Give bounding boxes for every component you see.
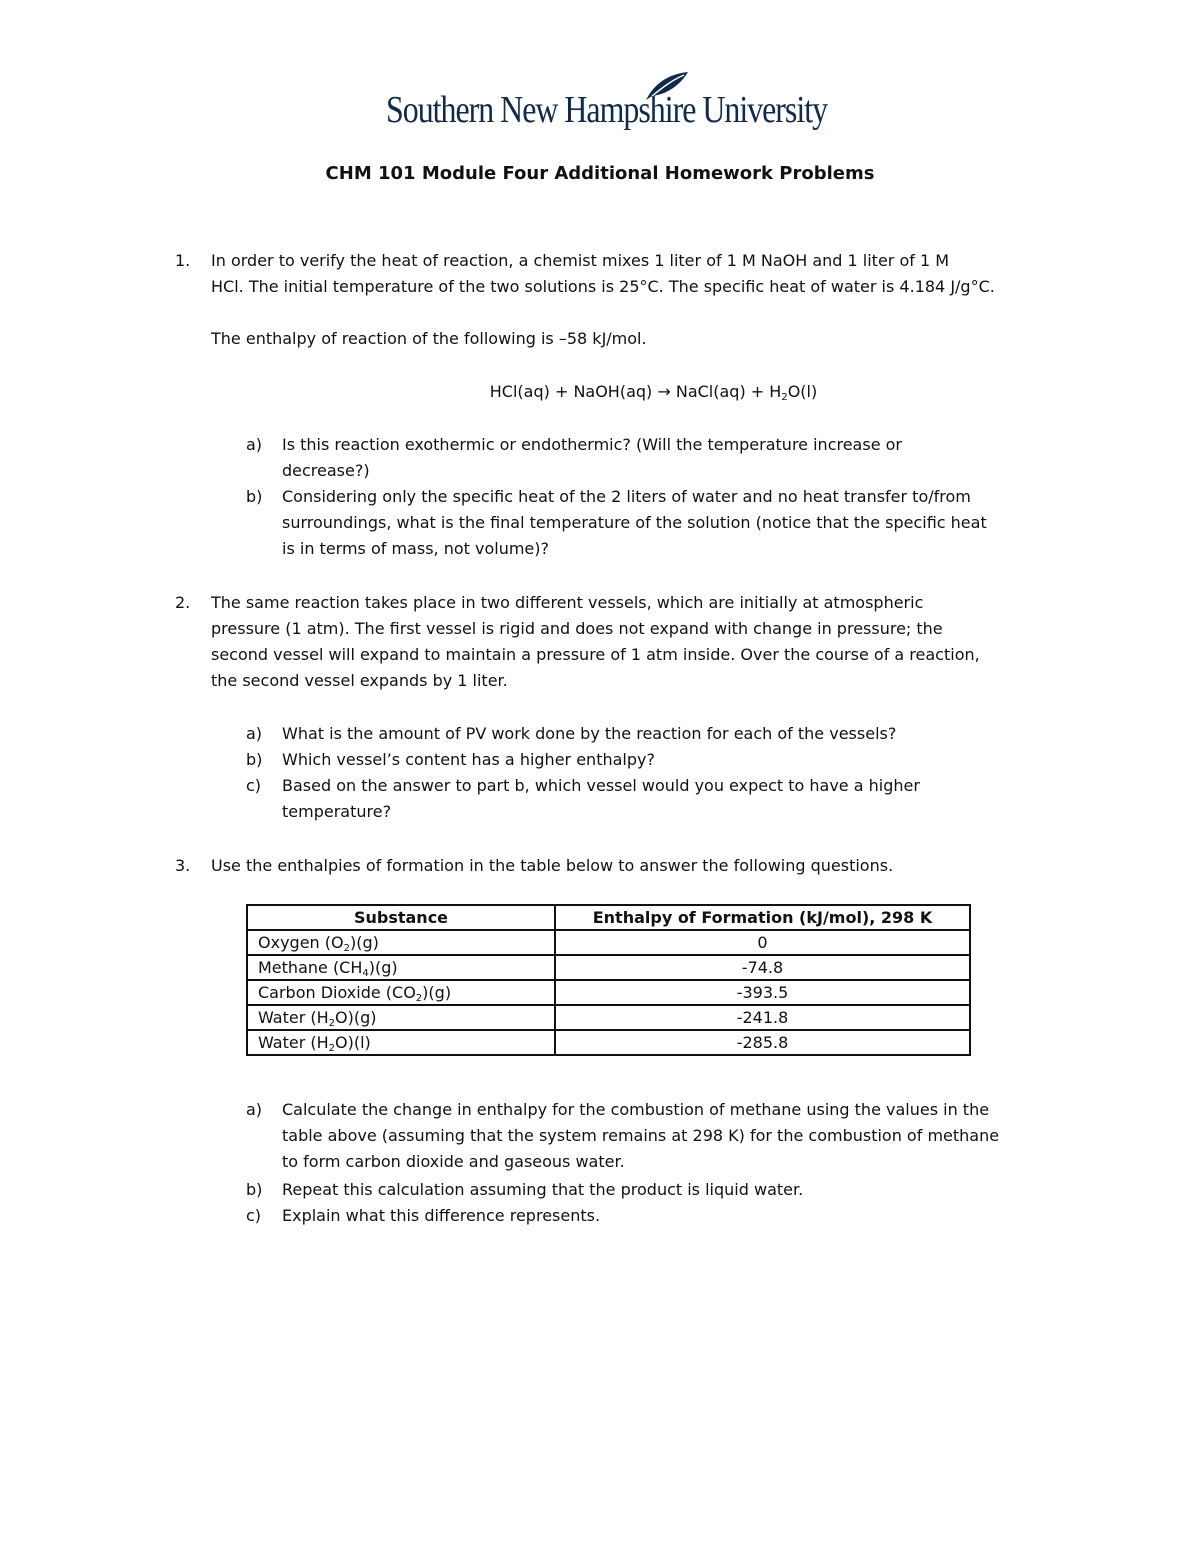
enthalpy-value: -241.8	[555, 1005, 970, 1030]
table-row	[247, 1005, 970, 1030]
q2b-label: b)	[246, 750, 263, 769]
substance-cell	[247, 1030, 555, 1055]
q2-line4: the second vessel expands by 1 liter.	[211, 671, 508, 690]
q2-line3: second vessel will expand to maintain a pressure of 1 atm inside. Over the course of a reaction,	[211, 645, 980, 664]
column-header-enthalpy: Enthalpy of Formation (kJ/mol), 298 K	[555, 905, 970, 930]
table-row	[247, 955, 970, 980]
leaf-icon	[644, 70, 690, 102]
substance-name: Water (H	[258, 1007, 329, 1027]
q1b-line1: Considering only the specific heat of the 2 liters of water and no heat transfer to/from	[282, 487, 971, 506]
substance-name: Carbon Dioxide (CO	[258, 982, 416, 1002]
q1-equation	[0, 379, 1200, 405]
equation-part-b: O(l)	[787, 382, 818, 401]
substance-subscript: 2	[328, 1017, 336, 1029]
q2a-text: What is the amount of PV work done by the reaction for each of the vessels?	[282, 724, 897, 743]
table-row	[247, 1030, 970, 1055]
q1a-line2: decrease?)	[282, 461, 370, 480]
substance-phase: O)(l)	[335, 1032, 371, 1052]
table-row	[247, 980, 970, 1005]
q3a-line3: to form carbon dioxide and gaseous water.	[282, 1152, 625, 1171]
q1b-line2: surroundings, what is the final temperature of the solution (notice that the specific heat	[282, 513, 987, 532]
table-header-row	[247, 905, 970, 930]
substance-phase: )(g)	[368, 957, 398, 977]
substance-cell	[247, 955, 555, 980]
q2c-line2: temperature?	[282, 802, 392, 821]
substance-phase: O)(g)	[335, 1007, 377, 1027]
substance-name: Oxygen (O	[258, 932, 344, 952]
equation-subscript: 2	[781, 392, 788, 403]
q3-line1: Use the enthalpies of formation in the table below to answer the following questions.	[211, 856, 894, 875]
enthalpy-value: -393.5	[555, 980, 970, 1005]
substance-subscript: 2	[328, 1042, 336, 1054]
page-title: CHM 101 Module Four Additional Homework Problems	[325, 163, 875, 184]
q2-number: 2.	[175, 593, 191, 612]
q3c-text: Explain what this difference represents.	[282, 1206, 601, 1225]
q3b-text: Repeat this calculation assuming that the product is liquid water.	[282, 1180, 804, 1199]
logo-text: Southern New Hampshire University	[386, 89, 828, 131]
substance-cell	[247, 1005, 555, 1030]
q1a-label: a)	[246, 435, 263, 454]
enthalpy-value: -285.8	[555, 1030, 970, 1055]
university-logo	[386, 70, 828, 140]
q1-line1: In order to verify the heat of reaction, a chemist mixes 1 liter of 1 M NaOH and 1 liter of 1 M	[211, 251, 950, 270]
q1-number: 1.	[175, 251, 191, 270]
q3c-label: c)	[246, 1206, 262, 1225]
q3a-line2: table above (assuming that the system remains at 298 K) for the combustion of methane	[282, 1126, 1000, 1145]
substance-name: Methane (CH	[258, 957, 363, 977]
table-row	[247, 930, 970, 955]
substance-cell	[247, 930, 555, 955]
substance-cell	[247, 980, 555, 1005]
q1b-line3: is in terms of mass, not volume)?	[282, 539, 549, 558]
substance-subscript: 4	[362, 967, 369, 979]
substance-name: Water (H	[258, 1032, 329, 1052]
q2b-text: Which vessel’s content has a higher enthalpy?	[282, 750, 655, 769]
q2c-line1: Based on the answer to part b, which vessel would you expect to have a higher	[282, 776, 920, 795]
q3a-line1: Calculate the change in enthalpy for the combustion of methane using the values in the	[282, 1100, 990, 1119]
enthalpy-value: 0	[555, 930, 970, 955]
q1-line3: The enthalpy of reaction of the following is –58 kJ/mol.	[211, 329, 647, 348]
q3a-label: a)	[246, 1100, 263, 1119]
q1a-line1: Is this reaction exothermic or endothermic? (Will the temperature increase or	[282, 435, 902, 454]
q2-line1: The same reaction takes place in two different vessels, which are initially at atmospheric	[211, 593, 924, 612]
column-header-substance: Substance	[247, 905, 555, 930]
equation-part-a: HCl(aq) + NaOH(aq) → NaCl(aq) + H	[489, 382, 782, 401]
q1-line2: HCl. The initial temperature of the two solutions is 25°C. The specific heat of water is 4.184 J/g°C.	[211, 277, 995, 296]
enthalpy-table	[246, 904, 971, 1056]
q3-number: 3.	[175, 856, 191, 875]
q2-line2: pressure (1 atm). The first vessel is rigid and does not expand with change in pressure; the	[211, 619, 943, 638]
substance-subscript: 2	[415, 992, 423, 1004]
enthalpy-value: -74.8	[555, 955, 970, 980]
q3b-label: b)	[246, 1180, 263, 1199]
q1b-label: b)	[246, 487, 263, 506]
q2a-label: a)	[246, 724, 263, 743]
q2c-label: c)	[246, 776, 262, 795]
substance-phase: )(g)	[349, 932, 379, 952]
substance-phase: )(g)	[422, 982, 452, 1002]
substance-subscript: 2	[343, 942, 350, 954]
